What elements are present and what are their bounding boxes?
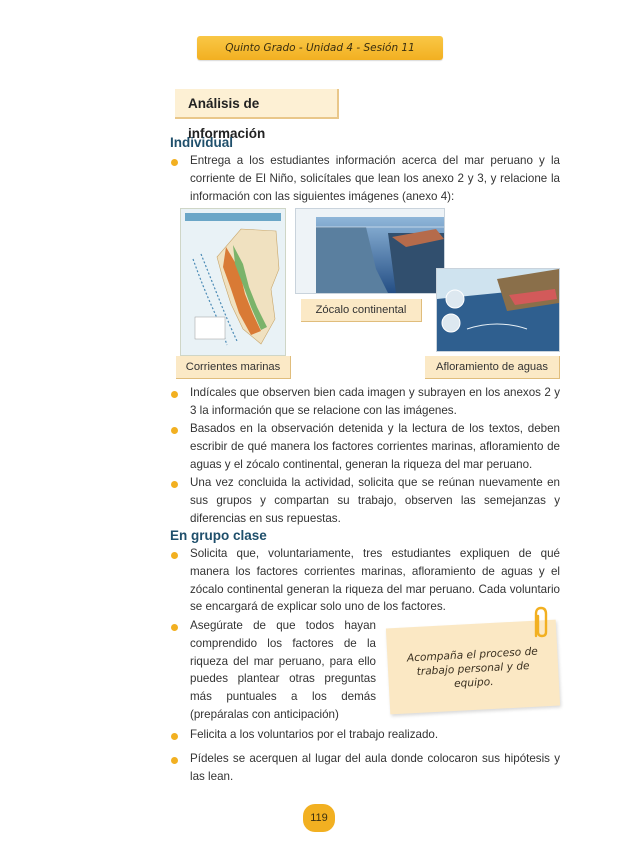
- bullet-dot: [171, 391, 178, 398]
- bullet-dot: [171, 624, 178, 631]
- paragraph-felicita: Felicita a los voluntarios por el trabajo realizado.: [190, 728, 439, 741]
- bullet-dot: [171, 159, 178, 166]
- bullet-dot: [171, 757, 178, 764]
- bullet-dot: [171, 427, 178, 434]
- paragraph-basados: Basados en la observación detenida y la lectura de los textos, deben escribir de qué manera los factores corrientes marinas, afloramiento de aguas y el zócalo continental, generan la riqueza del mar peruano.: [190, 422, 560, 471]
- corrientes-caption: Corrientes marinas: [176, 356, 291, 379]
- continental-shelf-image: [295, 208, 445, 294]
- page-number: 119: [303, 804, 335, 832]
- paragraph-asegurate: Asegúrate de que todos hayan comprendido los factores de la riqueza del mar peruano, para ello puedes plantear otras preguntas más puntuales a los demás (prepáralas con anticipación): [190, 619, 376, 721]
- paragraph-solicita: Solicita que, voluntariamente, tres estudiantes expliquen de qué manera los factores corrientes marinas, afloramiento de aguas y el zócalo continental generan la riqueza del mar peruano. Cada voluntario se encargará de explicar solo uno de los factores.: [190, 547, 560, 614]
- paragraph-pideles: Pídeles se acerquen al lugar del aula donde colocaron sus hipótesis y las lean.: [190, 752, 560, 783]
- individual-heading: Individual: [170, 135, 234, 150]
- upwelling-image: [436, 268, 560, 352]
- afloramiento-caption: Afloramiento de aguas: [425, 356, 560, 379]
- paragraph-entrega: Entrega a los estudiantes información acerca del mar peruano y la corriente de El Niño, solicítales que lean los anexo 2 y 3, y relacione la información con las siguientes imágenes (anexo 4):: [190, 154, 560, 203]
- bullet-dot: [171, 733, 178, 740]
- paragraph-una-vez: Una vez concluida la actividad, solicita que se reúnan nuevamente en sus grupos y compartan su trabajo, observen las semejanzas y diferencias en sus repuestas.: [190, 476, 560, 525]
- grupo-clase-heading: En grupo clase: [170, 528, 267, 543]
- section-title: Análisis de información: [175, 89, 339, 119]
- unit-session-banner: Quinto Grado - Unidad 4 - Sesión 11: [197, 36, 443, 60]
- currents-map-image: [180, 208, 286, 356]
- zocalo-caption: Zócalo continental: [301, 299, 422, 322]
- tip-note-text: Acompaña el proceso de trabajo personal y de equipo.: [406, 645, 539, 691]
- bullet-dot: [171, 552, 178, 559]
- paragraph-indicales: Indícales que observen bien cada imagen y subrayen en los anexos 2 y 3 la información que se relacione con las imágenes.: [190, 386, 560, 417]
- paperclip-icon: [528, 606, 552, 640]
- bullet-dot: [171, 481, 178, 488]
